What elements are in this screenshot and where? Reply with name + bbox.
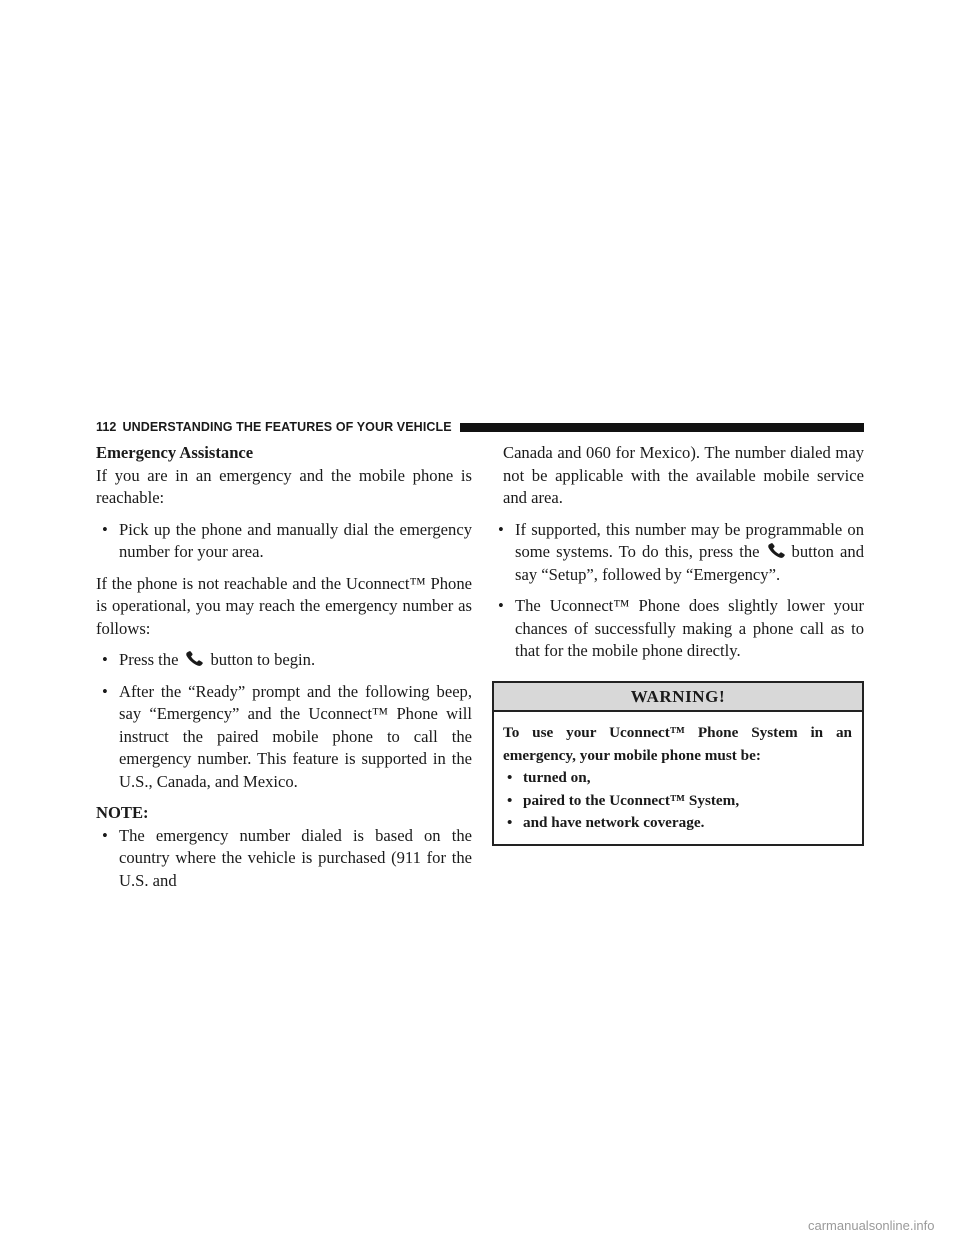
bullet-marker: • <box>102 519 108 539</box>
warning-list-item <box>503 812 852 835</box>
bullet-text: After the “Ready” prompt and the following beep, say “Emergency” and the Uconnect™ Phone will instruct the paired mobile phone to call the emergency number. This feature is supported in the U.S., Canada, and Mexico. <box>119 681 472 791</box>
bullet-marker: • <box>102 681 108 701</box>
bullet-marker: • <box>498 596 504 615</box>
list-item-continuation <box>492 442 864 510</box>
warning-body <box>494 712 862 844</box>
bullet-text: Pick up the phone and manually dial the emergency number for your area. <box>119 519 472 561</box>
bullet-text: button and say “Setup”, followed by “Emergency”. <box>515 542 865 584</box>
list-item <box>492 519 864 587</box>
bullet-text: The Uconnect™ Phone does slightly lower your chances of successfully making a phone call as to that for the mobile phone directly. <box>515 596 864 660</box>
paragraph: If the phone is not reachable and the Uconnect™ Phone is operational, you may reach the emergency number as follows: <box>96 573 472 638</box>
left-column <box>96 442 472 892</box>
section-title: UNDERSTANDING THE FEATURES OF YOUR VEHICLE <box>122 420 452 434</box>
header-rule <box>460 423 864 432</box>
warning-list-item <box>503 790 852 813</box>
list-item <box>96 825 472 893</box>
warning-list-item <box>503 767 852 790</box>
bullet-text: Canada and 060 for Mexico). The number dialed may not be applicable with the available mobile service and area. <box>503 443 864 507</box>
note-label: NOTE: <box>96 803 149 822</box>
warning-intro: To use your Uconnect™ Phone System in an emergency, your mobile phone must be: <box>503 724 852 764</box>
list-item <box>492 595 864 663</box>
list-item <box>96 519 472 564</box>
bullet-text: If supported, this number may be programmable on some systems. To do this, press the <box>515 519 864 561</box>
bullet-marker: • <box>102 825 108 845</box>
bullet-marker: • <box>498 519 504 539</box>
bullet-text: button to begin. <box>210 650 316 669</box>
warning-item-text: and have network coverage. <box>523 814 705 831</box>
phone-handset-icon <box>766 543 786 559</box>
right-column <box>492 442 864 846</box>
page-header <box>96 418 864 436</box>
watermark-text: carmanualsonline.info <box>808 1218 935 1233</box>
bullet-text: The emergency number dialed is based on the country where the vehicle is purchased (911 for the U.S. and <box>119 825 472 890</box>
page-number: 112 <box>96 420 117 434</box>
bullet-marker: • <box>102 650 108 669</box>
bullet-text: Press the <box>119 650 179 669</box>
warning-item-text: paired to the Uconnect™ System, <box>523 791 740 809</box>
list-item <box>96 649 472 672</box>
bullet-marker: • <box>507 814 513 831</box>
intro-paragraph: If you are in an emergency and the mobile phone is reachable: <box>96 465 472 507</box>
phone-handset-icon <box>184 651 204 667</box>
bullet-marker: • <box>507 769 513 786</box>
list-item <box>96 681 472 794</box>
warning-box <box>492 681 864 846</box>
bullet-marker: • <box>507 791 513 809</box>
warning-item-text: turned on, <box>523 769 591 786</box>
section-heading: Emergency Assistance <box>96 443 254 462</box>
warning-title: WARNING! <box>494 683 862 713</box>
